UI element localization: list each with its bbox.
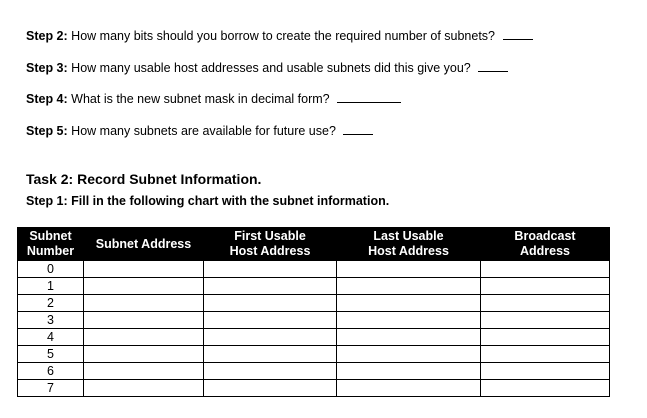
subnet-number-cell: 6 (18, 363, 84, 380)
header-broadcast-address: Broadcast Address (481, 228, 610, 261)
first-usable-cell[interactable] (204, 380, 337, 397)
subnet-number-cell: 5 (18, 346, 84, 363)
step-3-text: How many usable host addresses and usable subnets did this give you? (71, 61, 471, 75)
first-usable-cell[interactable] (204, 363, 337, 380)
step-4-question (26, 92, 401, 106)
subnet-number-cell: 2 (18, 295, 84, 312)
header-first-usable-host: First Usable Host Address (204, 228, 337, 261)
broadcast-cell[interactable] (481, 363, 610, 380)
step-5-text: How many subnets are available for future use? (71, 124, 336, 138)
last-usable-cell[interactable] (337, 278, 481, 295)
broadcast-cell[interactable] (481, 261, 610, 278)
task-2-step-1-instruction: Step 1: Fill in the following chart with the subnet information. (26, 194, 390, 208)
subnet-number-cell: 3 (18, 312, 84, 329)
subnet-info-table (17, 227, 610, 397)
table-row (18, 278, 610, 295)
subnet-address-cell[interactable] (84, 329, 204, 346)
last-usable-cell[interactable] (337, 346, 481, 363)
step-5-answer-blank[interactable] (343, 124, 373, 135)
table-row (18, 295, 610, 312)
first-usable-cell[interactable] (204, 329, 337, 346)
step-4-text: What is the new subnet mask in decimal form? (71, 92, 330, 106)
subnet-address-cell[interactable] (84, 380, 204, 397)
broadcast-cell[interactable] (481, 312, 610, 329)
step-2-label: Step 2: (26, 29, 68, 43)
first-usable-cell[interactable] (204, 295, 337, 312)
broadcast-cell[interactable] (481, 346, 610, 363)
subnet-number-cell: 0 (18, 261, 84, 278)
subnet-address-cell[interactable] (84, 346, 204, 363)
step-5-label: Step 5: (26, 124, 68, 138)
subnet-number-cell: 1 (18, 278, 84, 295)
table-row (18, 380, 610, 397)
header-subnet-address: Subnet Address (84, 228, 204, 261)
step-2-text: How many bits should you borrow to create the required number of subnets? (71, 29, 496, 43)
subnet-address-cell[interactable] (84, 312, 204, 329)
subnet-number-cell: 4 (18, 329, 84, 346)
last-usable-cell[interactable] (337, 312, 481, 329)
last-usable-cell[interactable] (337, 363, 481, 380)
broadcast-cell[interactable] (481, 278, 610, 295)
first-usable-cell[interactable] (204, 346, 337, 363)
last-usable-cell[interactable] (337, 329, 481, 346)
last-usable-cell[interactable] (337, 261, 481, 278)
step-3-question (26, 61, 508, 75)
last-usable-cell[interactable] (337, 380, 481, 397)
table-header-row (18, 228, 610, 261)
step-2-answer-blank[interactable] (503, 29, 533, 40)
first-usable-cell[interactable] (204, 278, 337, 295)
step-4-label: Step 4: (26, 92, 68, 106)
broadcast-cell[interactable] (481, 380, 610, 397)
table-row (18, 363, 610, 380)
table-row (18, 346, 610, 363)
subnet-address-cell[interactable] (84, 295, 204, 312)
step-3-answer-blank[interactable] (478, 61, 508, 72)
table-row (18, 261, 610, 278)
table-row (18, 312, 610, 329)
broadcast-cell[interactable] (481, 329, 610, 346)
table-row (18, 329, 610, 346)
last-usable-cell[interactable] (337, 295, 481, 312)
header-last-usable-host: Last Usable Host Address (337, 228, 481, 261)
first-usable-cell[interactable] (204, 312, 337, 329)
step-5-question (26, 124, 373, 138)
subnet-number-cell: 7 (18, 380, 84, 397)
first-usable-cell[interactable] (204, 261, 337, 278)
subnet-address-cell[interactable] (84, 278, 204, 295)
task-2-heading: Task 2: Record Subnet Information. (26, 171, 262, 187)
step-3-label: Step 3: (26, 61, 68, 75)
subnet-address-cell[interactable] (84, 363, 204, 380)
subnet-address-cell[interactable] (84, 261, 204, 278)
broadcast-cell[interactable] (481, 295, 610, 312)
step-4-answer-blank[interactable] (337, 92, 401, 103)
step-2-question (26, 29, 533, 43)
header-subnet-number: Subnet Number (18, 228, 84, 261)
